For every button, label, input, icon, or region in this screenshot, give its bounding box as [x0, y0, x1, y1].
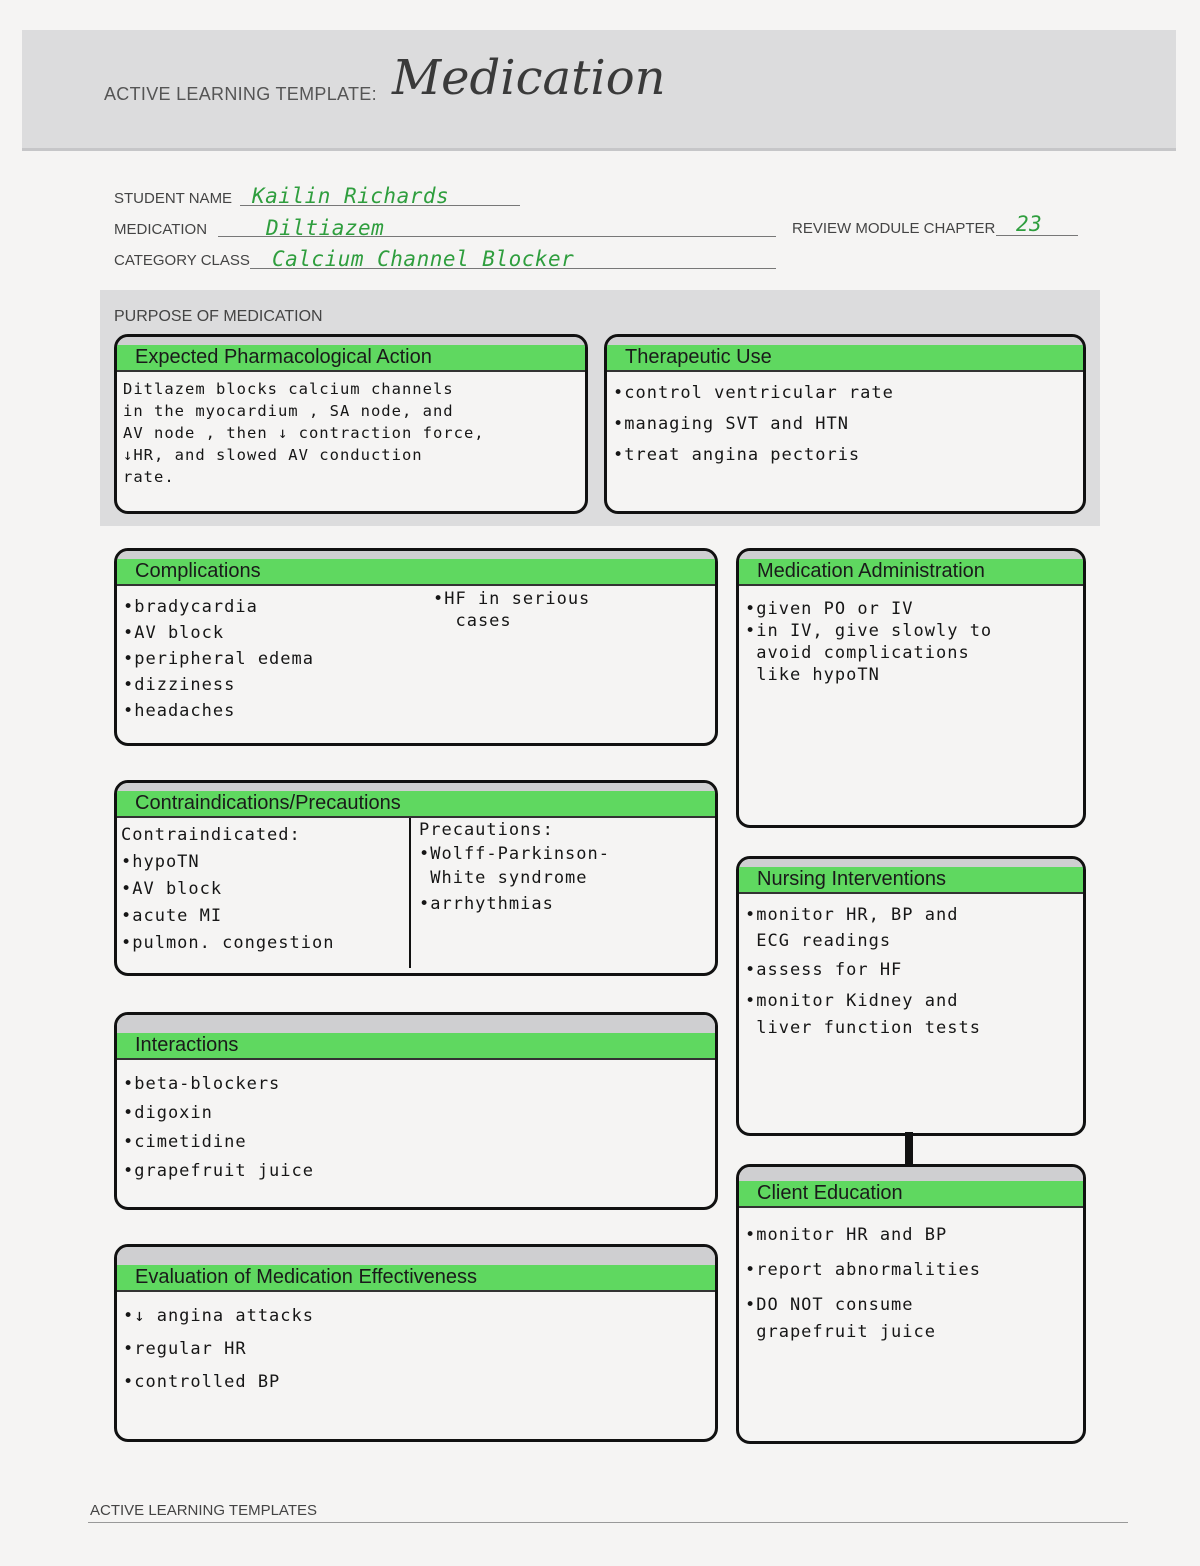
contraindicated-line: •acute MI — [121, 906, 223, 926]
connector-line — [905, 1132, 913, 1168]
complications-right-col — [433, 588, 590, 632]
expected-action-body[interactable] — [117, 372, 585, 488]
medication-value[interactable]: Diltiazem — [266, 216, 385, 240]
evaluation-line: •↓ angina attacks — [123, 1306, 314, 1326]
administration-line: avoid complications — [745, 643, 970, 663]
nursing-line: •assess for HF — [745, 960, 903, 980]
interactions-box — [114, 1012, 718, 1210]
client-education-line: •monitor HR and BP — [745, 1225, 948, 1245]
expected-action-line: Ditlazem blocks calcium channels — [123, 380, 454, 398]
contraindicated-line: •AV block — [121, 879, 223, 899]
interactions-title: Interactions — [117, 1033, 715, 1060]
administration-box — [736, 548, 1086, 828]
complications-line: •bradycardia — [123, 597, 258, 617]
expected-action-title: Expected Pharmacological Action — [117, 345, 585, 372]
expected-action-line: ↓HR, and slowed AV conduction — [123, 446, 423, 464]
contraindicated-line: •pulmon. congestion — [121, 933, 335, 953]
complications-box — [114, 548, 718, 746]
therapeutic-use-line: •control ventricular rate — [613, 383, 894, 403]
precautions-line: •Wolff-Parkinson- — [419, 844, 610, 864]
interactions-line: •grapefruit juice — [123, 1161, 314, 1181]
purpose-label: PURPOSE OF MEDICATION — [114, 308, 323, 325]
box-top-band — [739, 551, 1083, 559]
box-top-band — [117, 551, 715, 559]
nursing-line: liver function tests — [745, 1018, 981, 1038]
client-education-line: grapefruit juice — [745, 1322, 936, 1342]
box-top-band — [117, 783, 715, 791]
medication-label: MEDICATION — [114, 221, 208, 238]
complications-line: •dizziness — [123, 675, 236, 695]
therapeutic-use-line: •managing SVT and HTN — [613, 414, 849, 434]
box-top-band — [607, 337, 1083, 345]
therapeutic-use-box — [604, 334, 1086, 514]
footer-line — [88, 1522, 1128, 1523]
nursing-line: •monitor Kidney and — [745, 991, 959, 1011]
precautions-line: Precautions: — [419, 820, 554, 840]
box-top-band — [117, 337, 585, 345]
nursing-interventions-box — [736, 856, 1086, 1136]
precautions-col — [419, 818, 610, 918]
client-education-body[interactable] — [739, 1208, 1083, 1342]
contraindications-box — [114, 780, 718, 976]
administration-line: like hypoTN — [745, 665, 880, 685]
contraindications-body[interactable] — [117, 818, 715, 974]
complications-line: cases — [433, 611, 512, 631]
evaluation-box — [114, 1244, 718, 1442]
client-education-line: •DO NOT consume — [745, 1295, 914, 1315]
interactions-line: •beta-blockers — [123, 1074, 281, 1094]
box-top-band — [739, 859, 1083, 867]
expected-action-line: in the myocardium , SA node, and — [123, 402, 454, 420]
evaluation-title: Evaluation of Medication Effectiveness — [117, 1265, 715, 1292]
evaluation-line: •controlled BP — [123, 1372, 281, 1392]
therapeutic-use-body[interactable] — [607, 372, 1083, 471]
review-module-label: REVIEW MODULE CHAPTER — [792, 220, 996, 237]
precautions-line: •arrhythmias — [419, 894, 554, 914]
box-top-band — [117, 1247, 715, 1265]
template-label: ACTIVE LEARNING TEMPLATE: — [104, 84, 377, 104]
therapeutic-use-title: Therapeutic Use — [607, 345, 1083, 372]
interactions-body[interactable] — [117, 1060, 715, 1186]
therapeutic-use-line: •treat angina pectoris — [613, 445, 861, 465]
administration-title: Medication Administration — [739, 559, 1083, 586]
client-education-line: •report abnormalities — [745, 1260, 981, 1280]
complications-line: •AV block — [123, 623, 225, 643]
page-title: Medication — [392, 50, 666, 106]
contraindicated-col — [121, 822, 334, 957]
expected-action-box — [114, 334, 588, 514]
student-name-label: STUDENT NAME — [114, 190, 233, 207]
precautions-line: White syndrome — [419, 868, 588, 888]
evaluation-line: •regular HR — [123, 1339, 247, 1359]
category-class-value[interactable]: Calcium Channel Blocker — [272, 247, 575, 271]
category-class-label: CATEGORY CLASS — [114, 252, 250, 269]
box-top-band — [739, 1167, 1083, 1181]
administration-line: •in IV, give slowly to — [745, 621, 993, 641]
nursing-line: •monitor HR, BP and — [745, 905, 959, 925]
administration-line: •given PO or IV — [745, 599, 914, 619]
complications-line: •headaches — [123, 701, 236, 721]
expected-action-line: AV node , then ↓ contraction force, — [123, 424, 485, 442]
footer-label: ACTIVE LEARNING TEMPLATES — [90, 1502, 317, 1519]
nursing-line: ECG readings — [745, 931, 892, 951]
review-module-value[interactable]: 23 — [1016, 212, 1043, 236]
complications-title: Complications — [117, 559, 715, 586]
nursing-interventions-body[interactable] — [739, 894, 1083, 1040]
contraindicated-line: Contraindicated: — [121, 825, 301, 845]
contraindicated-line: •hypoTN — [121, 852, 200, 872]
client-education-title: Client Education — [739, 1181, 1083, 1208]
column-divider — [409, 818, 411, 968]
client-education-box — [736, 1164, 1086, 1444]
student-name-value[interactable]: Kailin Richards — [252, 184, 450, 208]
evaluation-body[interactable] — [117, 1292, 715, 1399]
complications-line: •HF in serious — [433, 589, 591, 609]
box-top-band — [117, 1015, 715, 1033]
contraindications-title: Contraindications/Precautions — [117, 791, 715, 818]
interactions-line: •cimetidine — [123, 1132, 247, 1152]
complications-line: •peripheral edema — [123, 649, 314, 669]
complications-body[interactable] — [117, 586, 715, 721]
expected-action-line: rate. — [123, 468, 175, 486]
administration-body[interactable] — [739, 586, 1083, 686]
complications-left-col — [123, 594, 314, 724]
interactions-line: •digoxin — [123, 1103, 213, 1123]
nursing-interventions-title: Nursing Interventions — [739, 867, 1083, 894]
